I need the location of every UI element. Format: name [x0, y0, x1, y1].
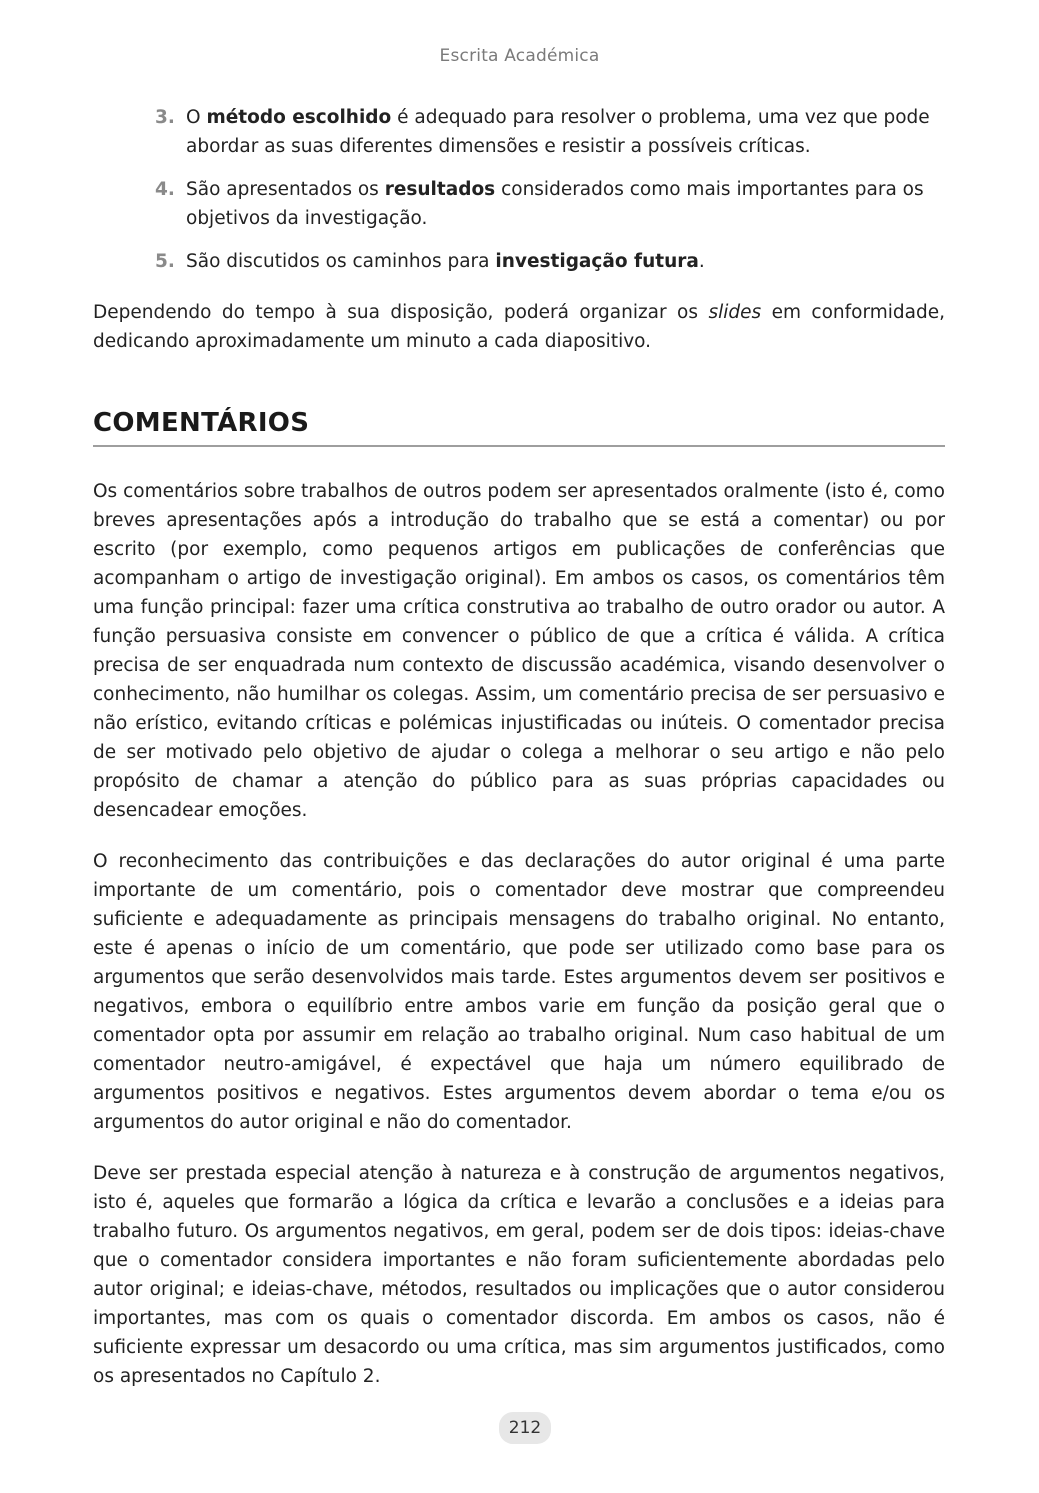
body-paragraph: Os comentários sobre trabalhos de outros podem ser apresentados oralmente (isto é, como breves apresentações após a introdução do trabalho que se está a comentar) ou por escrito (por exemplo, como pequenos artigos em publicações de conferências que acompanham o artigo de investigação original). Em ambos os casos, os comentários têm uma função principal: fazer uma crítica construtiva ao trabalho de outro orador ou autor. A função persuasiva consiste em convencer o público de que a crítica é válida. A crítica precisa de ser enquadrada num contexto de discussão académica, visando desenvolver o conhecimento, não humilhar os colegas. Assim, um comentário precisa de ser persuasivo e não erístico, evitando críticas e polémicas injustificadas ou inúteis. O comentador precisa de ser motivado pelo objetivo de ajudar o colega a melhorar o seu artigo e não pelo propósito de chamar a atenção do público para as suas próprias capacidades ou desencadear emoções.	[93, 481, 945, 821]
list-item	[93, 247, 945, 276]
list-item-number: 4.	[155, 179, 175, 200]
list-item-text: São discutidos os caminhos para	[186, 251, 496, 272]
list-item-emphasis: resultados	[384, 179, 496, 200]
list-item-text: é adequado para resolver o problema, uma vez que pode abordar as suas diferentes dimensões e resistir a possíveis críticas.	[186, 107, 930, 157]
list-item	[93, 175, 945, 233]
running-title: Escrita Académica	[439, 46, 600, 66]
intro-paragraph	[93, 298, 945, 356]
intro-text: Dependendo do tempo à sua disposição, poderá organizar os	[93, 302, 709, 323]
list-item-number: 3.	[155, 107, 175, 128]
list-item	[93, 103, 945, 161]
list-item-text: São apresentados os	[186, 179, 385, 200]
list-item-emphasis: investigação futura	[495, 251, 699, 272]
section-heading: COMENTÁRIOS	[93, 406, 945, 447]
page-content	[93, 103, 945, 1413]
list-item-text: .	[698, 251, 705, 272]
intro-italic: slides	[708, 302, 762, 323]
numbered-list	[93, 103, 945, 276]
page-number: 212	[499, 1412, 551, 1444]
body-paragraph: O reconhecimento das contribuições e das declarações do autor original é uma parte importante de um comentário, pois o comentador deve mostrar que compreendeu suficiente e adequadamente as principais mensagens do trabalho original. No entanto, este é apenas o início de um comentário, que pode ser utilizado como base para os argumentos que serão desenvolvidos mais tarde. Estes argumentos devem ser positivos e negativos, embora o equilíbrio entre ambos varie em função da posição geral que o comentador opta por assumir em relação ao trabalho original. Num caso habitual de um comentador neutro-amigável, é expectável que haja um número equilibrado de argumentos positivos e negativos. Estes argumentos devem abordar o tema e/ou os argumentos do autor original e não do comentador.	[93, 851, 945, 1133]
body-paragraph: Deve ser prestada especial atenção à natureza e à construção de argumentos negativos, isto é, aqueles que formarão a lógica da crítica e levarão a conclusões e a ideias para trabalho futuro. Os argumentos negativos, em geral, podem ser de dois tipos: ideias-chave que o comentador considera importantes e não foram suficientemente abordadas pelo autor original; e ideias-chave, métodos, resultados ou implicações que o autor considerou importantes, mas com os quais o comentador discorda. Em ambos os casos, não é suficiente expressar um desacordo ou uma crítica, mas sim argumentos justificados, como os apresentados no Capítulo 2.	[93, 1163, 945, 1387]
intro-text: em conformidade, dedicando aproximadamente um minuto a cada diapositivo.	[93, 302, 945, 352]
list-item-number: 5.	[155, 251, 175, 272]
list-item-text: considerados como mais importantes para os objetivos da investigação.	[186, 179, 924, 229]
list-item-emphasis: método escolhido	[206, 107, 392, 128]
list-item-text: O	[186, 107, 207, 128]
